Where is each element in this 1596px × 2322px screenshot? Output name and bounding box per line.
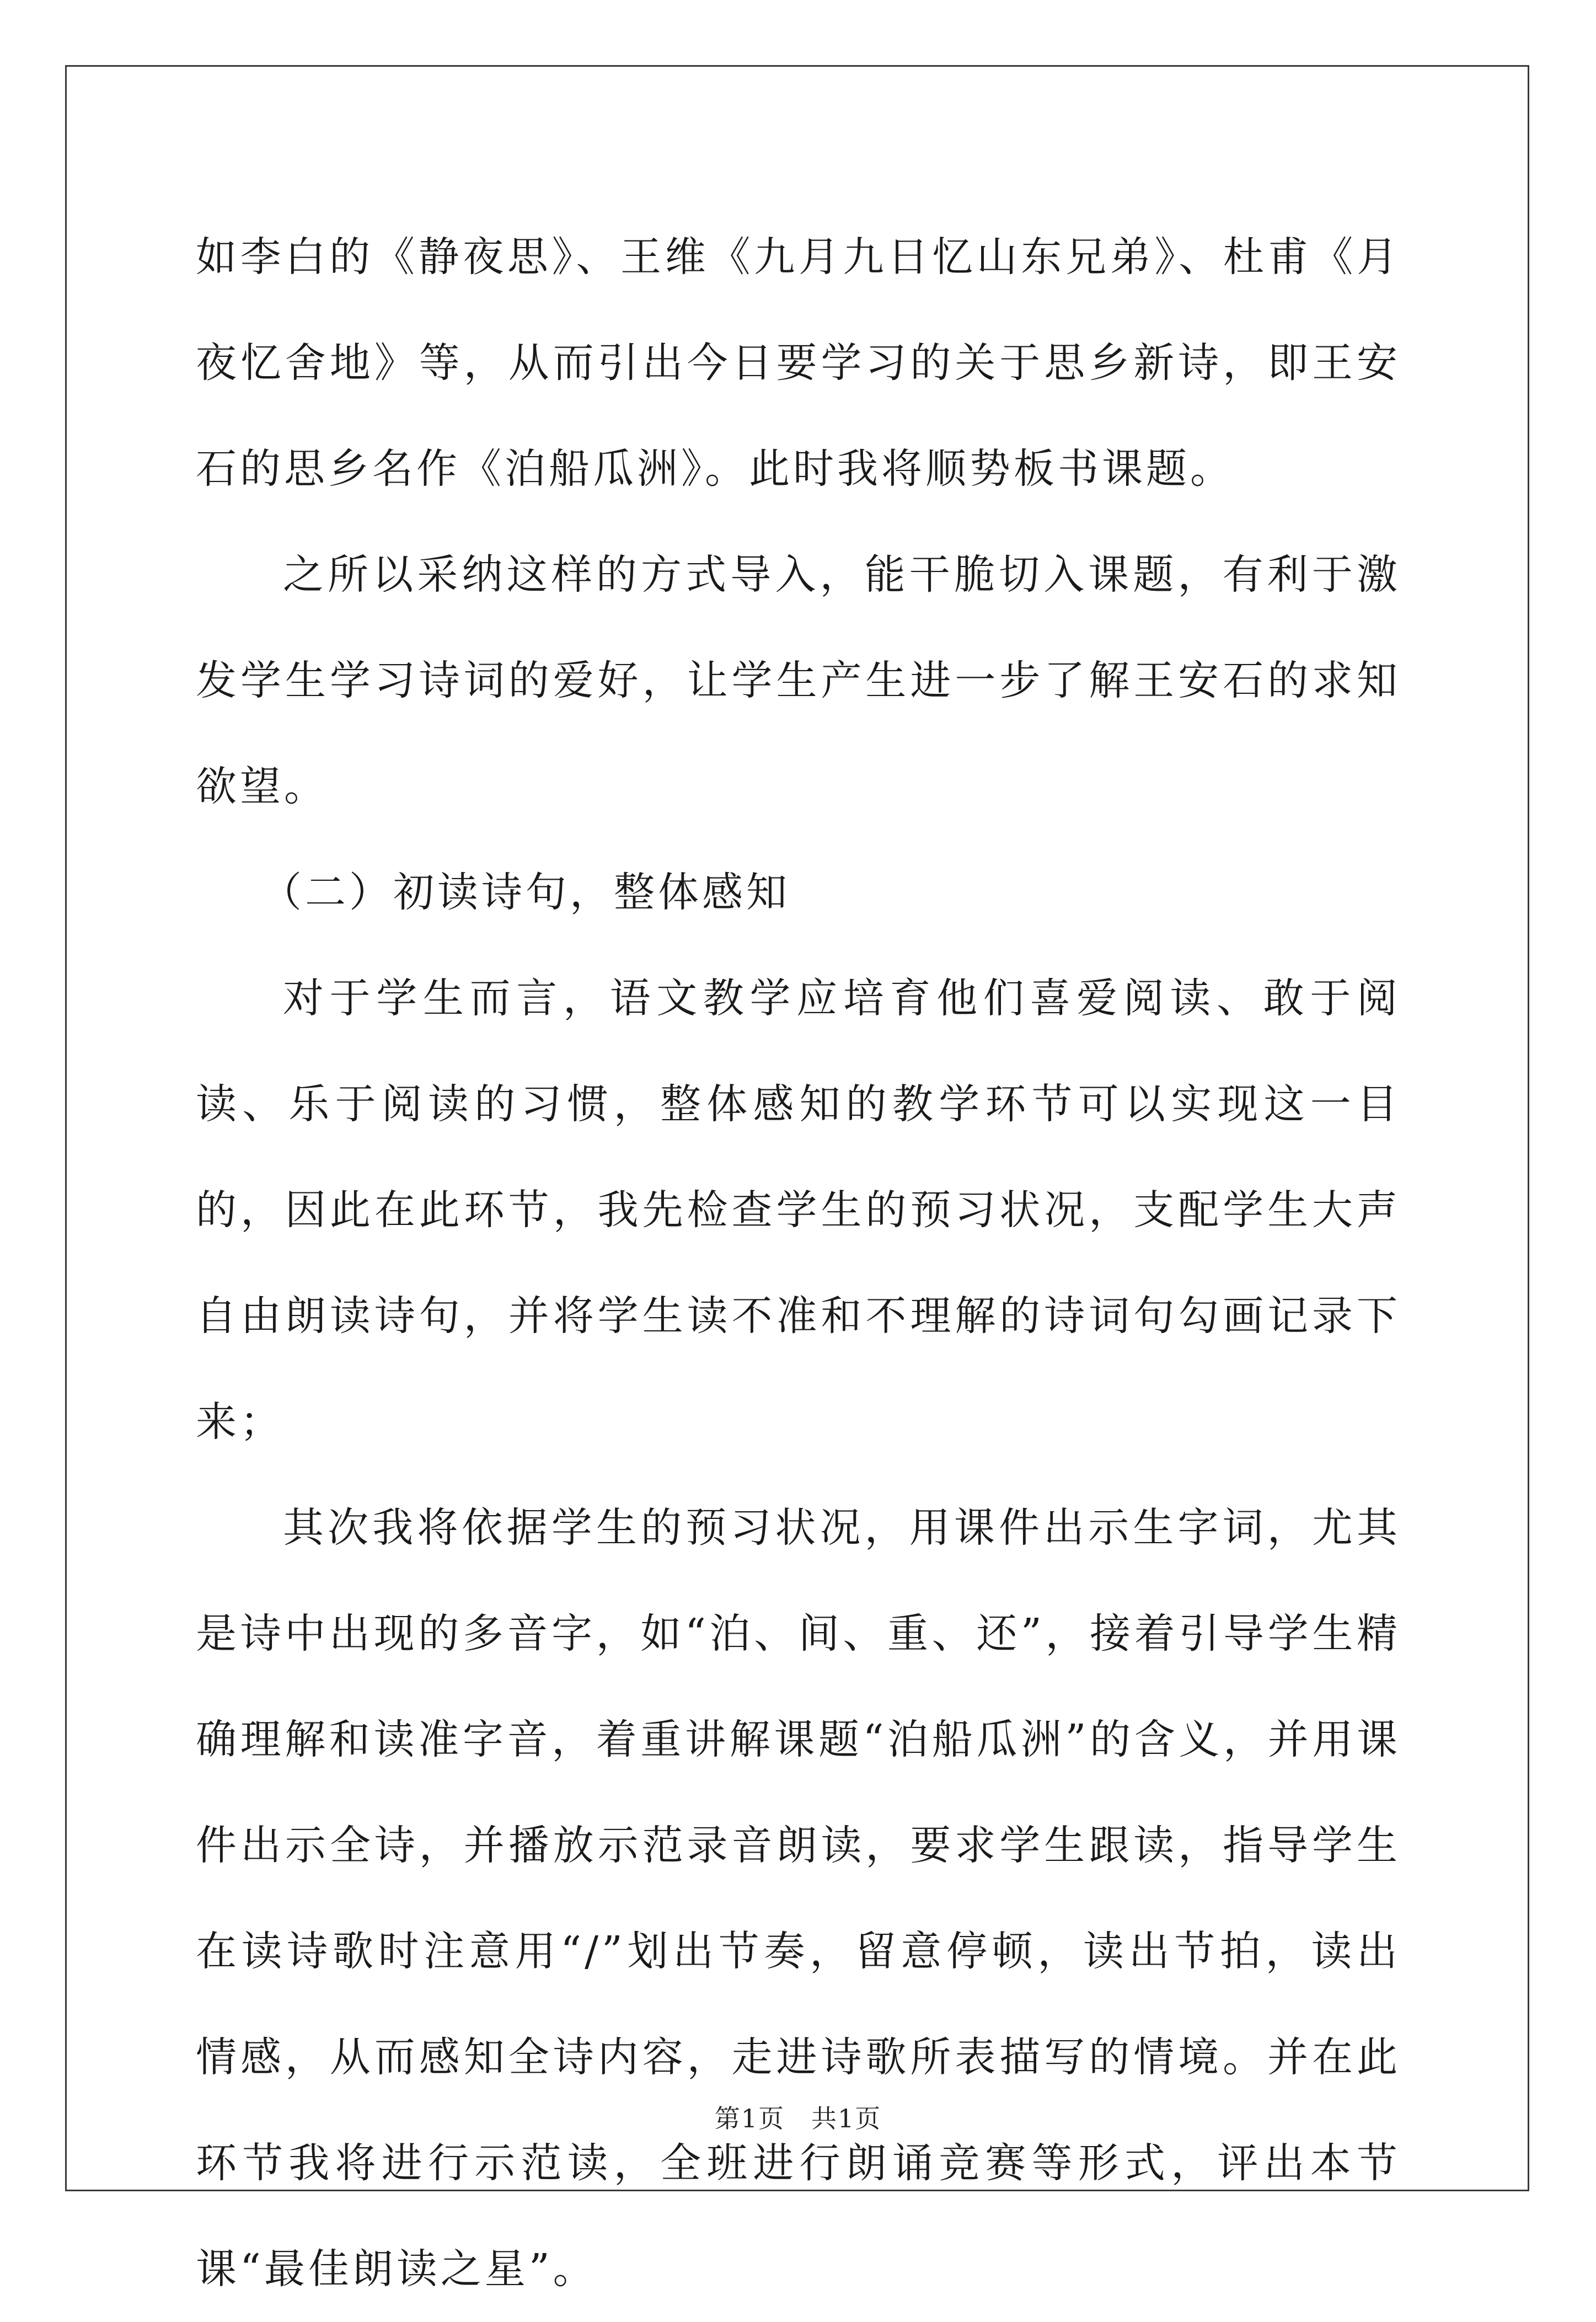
document-body [196, 204, 1401, 2322]
page-footer: 第1页 共1页 [714, 2104, 882, 2133]
paragraph-reading-habits: 对于学生而言，语文教学应培育他们喜爱阅读、敢于阅读、乐于阅读的习惯，整体感知的教学环节可以实现这一目的，因此在此环节，我先检查学生的预习状况，支配学生大声自由朗读诗句，并将学生读不准和不理解的诗词句勾画记录下来； [196, 975, 1401, 1446]
section-heading: （二）初读诗句，整体感知 [261, 869, 790, 916]
paragraph-vocabulary: 其次我将依据学生的预习状况，用课件出示生字词，尤其是诗中出现的多音字，如“泊、间、重、还”，接着引导学生精确理解和读准字音，着重讲解课题“泊船瓜洲”的含义，并用课件出示全诗，并播放示范录音朗读，要求学生跟读，指导学生在读诗歌时注意用“/”划出节奏，留意停顿，读出节拍，读出情感，从而感知全诗内容，走进诗歌所表描写的情境。并在此环节我将进行示范读，全班进行朗诵竞赛等形式，评出本节课“最佳朗读之星”。 [196, 1504, 1401, 2293]
paragraph-continuation: 如李白的《静夜思》、王维《九月九日忆山东兄弟》、杜甫《月夜忆舍地》等，从而引出今日要学习的关于思乡新诗，即王安石的思乡名作《泊船瓜洲》。此时我将顺势板书课题。 [196, 233, 1401, 493]
paragraph-import-rationale: 之所以采纳这样的方式导入，能干脆切入课题，有利于激发学生学习诗词的爱好，让学生产生进一步了解王安石的求知欲望。 [196, 551, 1401, 810]
